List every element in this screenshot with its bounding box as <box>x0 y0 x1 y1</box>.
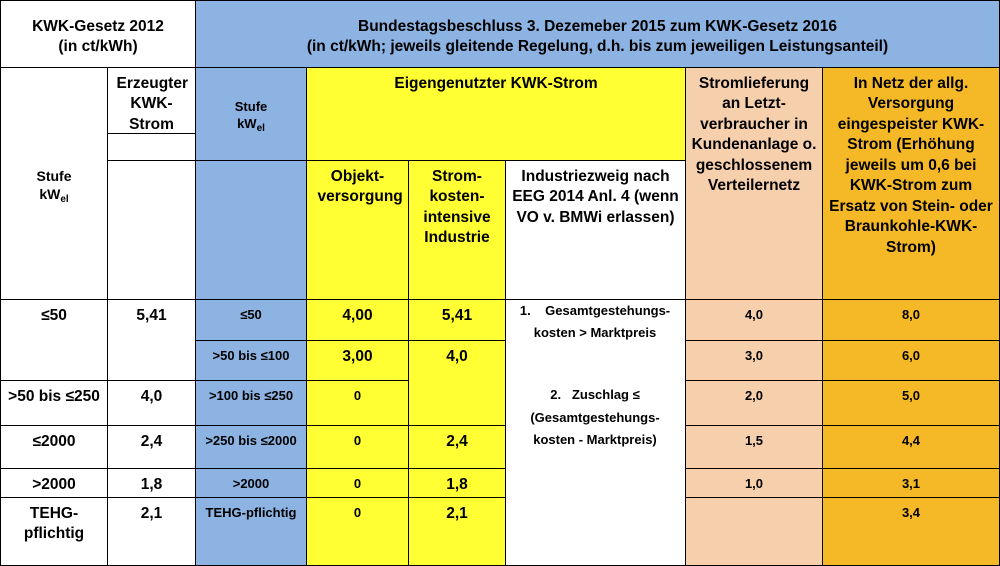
netz-header: In Netz der allg. Versorgung eingespeister KWK-Strom (Erhöhung jeweils um 0,6 bei KWK-Strom zum Ersatz von Stein- oder Braunkohle-KWK-Strom) <box>822 67 1000 300</box>
new-row-3-strom: 2,0 <box>685 380 823 426</box>
old-stufe-unit: $kW_{el}$ <box>39 186 69 206</box>
eigen-header: Eigengenutzter KWK-Strom <box>306 67 686 161</box>
new-row-2-objekt: 3,00 <box>306 340 409 381</box>
new-row-5-strom: 1,0 <box>685 468 823 498</box>
new-row-1-stufe: ≤50 <box>195 299 307 341</box>
new-row-1-netz: 8,0 <box>822 299 1000 341</box>
new-row-6-intensiv: 2,1 <box>408 497 506 566</box>
objekt-header: Objekt-versorgung <box>306 160 409 300</box>
old-row-4-stufe: >2000 <box>0 468 108 498</box>
new-row-1-intensiv: 5,41 <box>408 299 506 341</box>
new-law-header <box>195 0 1000 68</box>
new-row-3-netz: 5,0 <box>822 380 1000 426</box>
new-row-6-strom <box>685 497 823 566</box>
old-erzeugter-label: Erzeugter KWK-Strom <box>116 75 188 133</box>
new-row-5-objekt: 0 <box>306 468 409 498</box>
old-row-3-value: 2,4 <box>107 425 196 469</box>
old-row-5-stufe: TEHG-pflichtig <box>0 497 108 566</box>
new-row-5-intensiv: 1,8 <box>408 468 506 498</box>
old-erzeugter-header <box>107 67 196 134</box>
new-row-1-strom: 4,0 <box>685 299 823 341</box>
old-row-1-value: 5,41 <box>107 299 196 381</box>
new-row-4-intensiv: 2,4 <box>408 425 506 469</box>
new-stufe-unit: $kW_{el}$ <box>237 116 265 135</box>
old-stufe-header <box>0 67 108 300</box>
new-row-2-netz: 6,0 <box>822 340 1000 381</box>
new-law-title: Bundestagsbeschluss 3. Dezemeber 2015 zum KWK-Gesetz 2016 <box>358 17 837 35</box>
new-row-2-stufe: >50 bis ≤100 <box>195 340 307 381</box>
old-row-1-stufe: ≤50 <box>0 299 108 381</box>
new-stufe-spacer <box>195 160 307 300</box>
new-row-4-netz: 4,4 <box>822 425 1000 469</box>
note-2-line-3: kosten - Marktpreis) <box>533 432 657 447</box>
new-row-4-strom: 1,5 <box>685 425 823 469</box>
intensiv-header: Strom-kosten-intensive Industrie <box>408 160 506 300</box>
new-row-6-stufe: TEHG-pflichtig <box>195 497 307 566</box>
old-law-title: KWK-Gesetz 2012 <box>32 17 164 35</box>
old-erzeugter-spacer2 <box>107 160 196 300</box>
old-row-4-value: 1,8 <box>107 468 196 498</box>
old-row-2-stufe: >50 bis ≤250 <box>0 380 108 426</box>
new-row-2-strom: 3,0 <box>685 340 823 381</box>
stromlieferung-header: Stromlieferung an Letzt-verbraucher in Kundenanlage o. geschlossenem Verteilernetz <box>685 67 823 300</box>
new-row-6-netz: 3,4 <box>822 497 1000 566</box>
new-row-4-stufe: >250 bis ≤2000 <box>195 425 307 469</box>
new-row-1-objekt: 4,00 <box>306 299 409 341</box>
old-row-3-stufe: ≤2000 <box>0 425 108 469</box>
note-2-line-1: 2. Zuschlag ≤ <box>550 387 640 402</box>
new-row-4-objekt: 0 <box>306 425 409 469</box>
note-1-line-1: 1. Gesamtgestehungs- <box>519 303 671 318</box>
new-law-subtitle: (in ct/kWh; jeweils gleitende Regelung, d.h. bis zum jeweiligen Leistungsanteil) <box>306 38 889 55</box>
old-erzeugter-spacer <box>107 133 196 161</box>
new-row-2-intensiv: 4,0 <box>408 340 506 426</box>
new-row-3-objekt: 0 <box>306 380 409 426</box>
new-row-5-netz: 3,1 <box>822 468 1000 498</box>
new-stufe-header <box>195 67 307 161</box>
old-row-2-value: 4,0 <box>107 380 196 426</box>
old-stufe-label: Stufe <box>36 167 72 184</box>
new-row-5-stufe: >2000 <box>195 468 307 498</box>
new-row-6-objekt: 0 <box>306 497 409 566</box>
new-row-3-stufe: >100 bis ≤250 <box>195 380 307 426</box>
industry-notes <box>505 298 685 498</box>
old-law-unit: (in ct/kWh) <box>58 38 138 55</box>
industriezweig-header: Industriezweig nach EEG 2014 Anl. 4 (wenn VO v. BMWi erlassen) <box>505 160 686 300</box>
note-2-line-2: (Gesamtgestehungs- <box>530 410 660 425</box>
old-row-5-value: 2,1 <box>107 497 196 566</box>
old-law-header <box>0 0 196 68</box>
new-stufe-label: Stufe <box>234 99 268 115</box>
note-1-line-2: kosten > Marktpreis <box>533 325 657 340</box>
